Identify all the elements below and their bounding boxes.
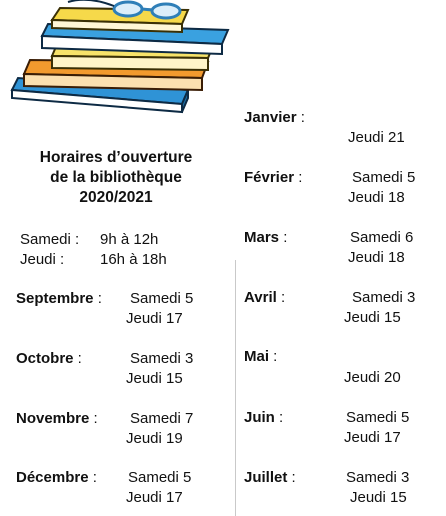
month-novembre	[16, 409, 98, 429]
month-sep: :	[294, 169, 303, 186]
month-date: Jeudi 21	[348, 129, 405, 146]
month-name: Mai	[244, 348, 270, 365]
hours-day: Jeudi :	[20, 251, 65, 268]
column-divider	[235, 260, 236, 516]
month-name: Septembre	[16, 290, 94, 307]
month-octobre	[16, 349, 82, 369]
month-date: Samedi 3	[346, 469, 410, 486]
month-date: Jeudi 17	[126, 310, 183, 327]
month-date: Jeudi 18	[348, 189, 405, 206]
month-mai	[244, 347, 277, 367]
month-date: Samedi 3	[352, 289, 416, 306]
month-name: Octobre	[16, 350, 74, 367]
month-date: Jeudi 18	[348, 249, 405, 266]
month-sep: :	[287, 469, 296, 486]
hours-time: 9h à 12h	[100, 231, 159, 248]
hours-time: 16h à 18h	[100, 251, 167, 268]
month-decembre	[16, 468, 97, 488]
month-date: Samedi 5	[346, 409, 410, 426]
month-mars	[244, 228, 287, 248]
month-sep: :	[88, 469, 97, 486]
books-with-glasses-icon	[8, 0, 240, 120]
month-name: Février	[244, 169, 295, 186]
month-date: Jeudi 15	[126, 370, 183, 387]
month-sep: :	[274, 409, 284, 426]
opening-hours	[20, 230, 167, 270]
month-date: Samedi 6	[350, 229, 414, 246]
month-date: Samedi 5	[352, 169, 416, 186]
month-sep: :	[269, 348, 278, 365]
month-date: Samedi 7	[130, 410, 194, 427]
month-name: Avril	[244, 289, 277, 306]
title-line-2: de la bibliothèque	[50, 169, 182, 186]
month-date: Jeudi 17	[344, 429, 401, 446]
month-sep: :	[73, 350, 82, 367]
hours-row	[20, 230, 167, 250]
month-date: Jeudi 15	[344, 309, 401, 326]
month-janvier	[244, 108, 305, 128]
month-name: Janvier	[244, 109, 297, 126]
month-sep: :	[279, 229, 288, 246]
month-name: Novembre	[16, 410, 90, 427]
month-name: Décembre	[16, 469, 89, 486]
month-date: Jeudi 20	[344, 369, 401, 386]
page-title	[0, 148, 232, 208]
title-line-3: 2020/2021	[79, 189, 153, 206]
month-date: Samedi 5	[130, 290, 194, 307]
hours-day: Samedi :	[20, 231, 80, 248]
month-name: Juin	[244, 409, 275, 426]
month-date: Jeudi 19	[126, 430, 183, 447]
hours-row	[20, 250, 167, 270]
month-name: Mars	[244, 229, 280, 246]
month-date: Jeudi 17	[126, 489, 183, 506]
title-line-1: Horaires d’ouverture	[39, 149, 193, 166]
month-juillet	[244, 468, 296, 488]
month-date: Samedi 3	[130, 350, 194, 367]
month-date: Jeudi 15	[350, 489, 407, 506]
month-sep: :	[93, 290, 102, 307]
month-juin	[244, 408, 283, 428]
month-sep: :	[89, 410, 98, 427]
month-name: Juillet	[244, 469, 288, 486]
month-sep: :	[276, 289, 286, 306]
month-avril	[244, 288, 285, 308]
month-fevrier	[244, 168, 302, 188]
month-septembre	[16, 289, 102, 309]
month-sep: :	[296, 109, 305, 126]
month-date: Samedi 5	[128, 469, 192, 486]
